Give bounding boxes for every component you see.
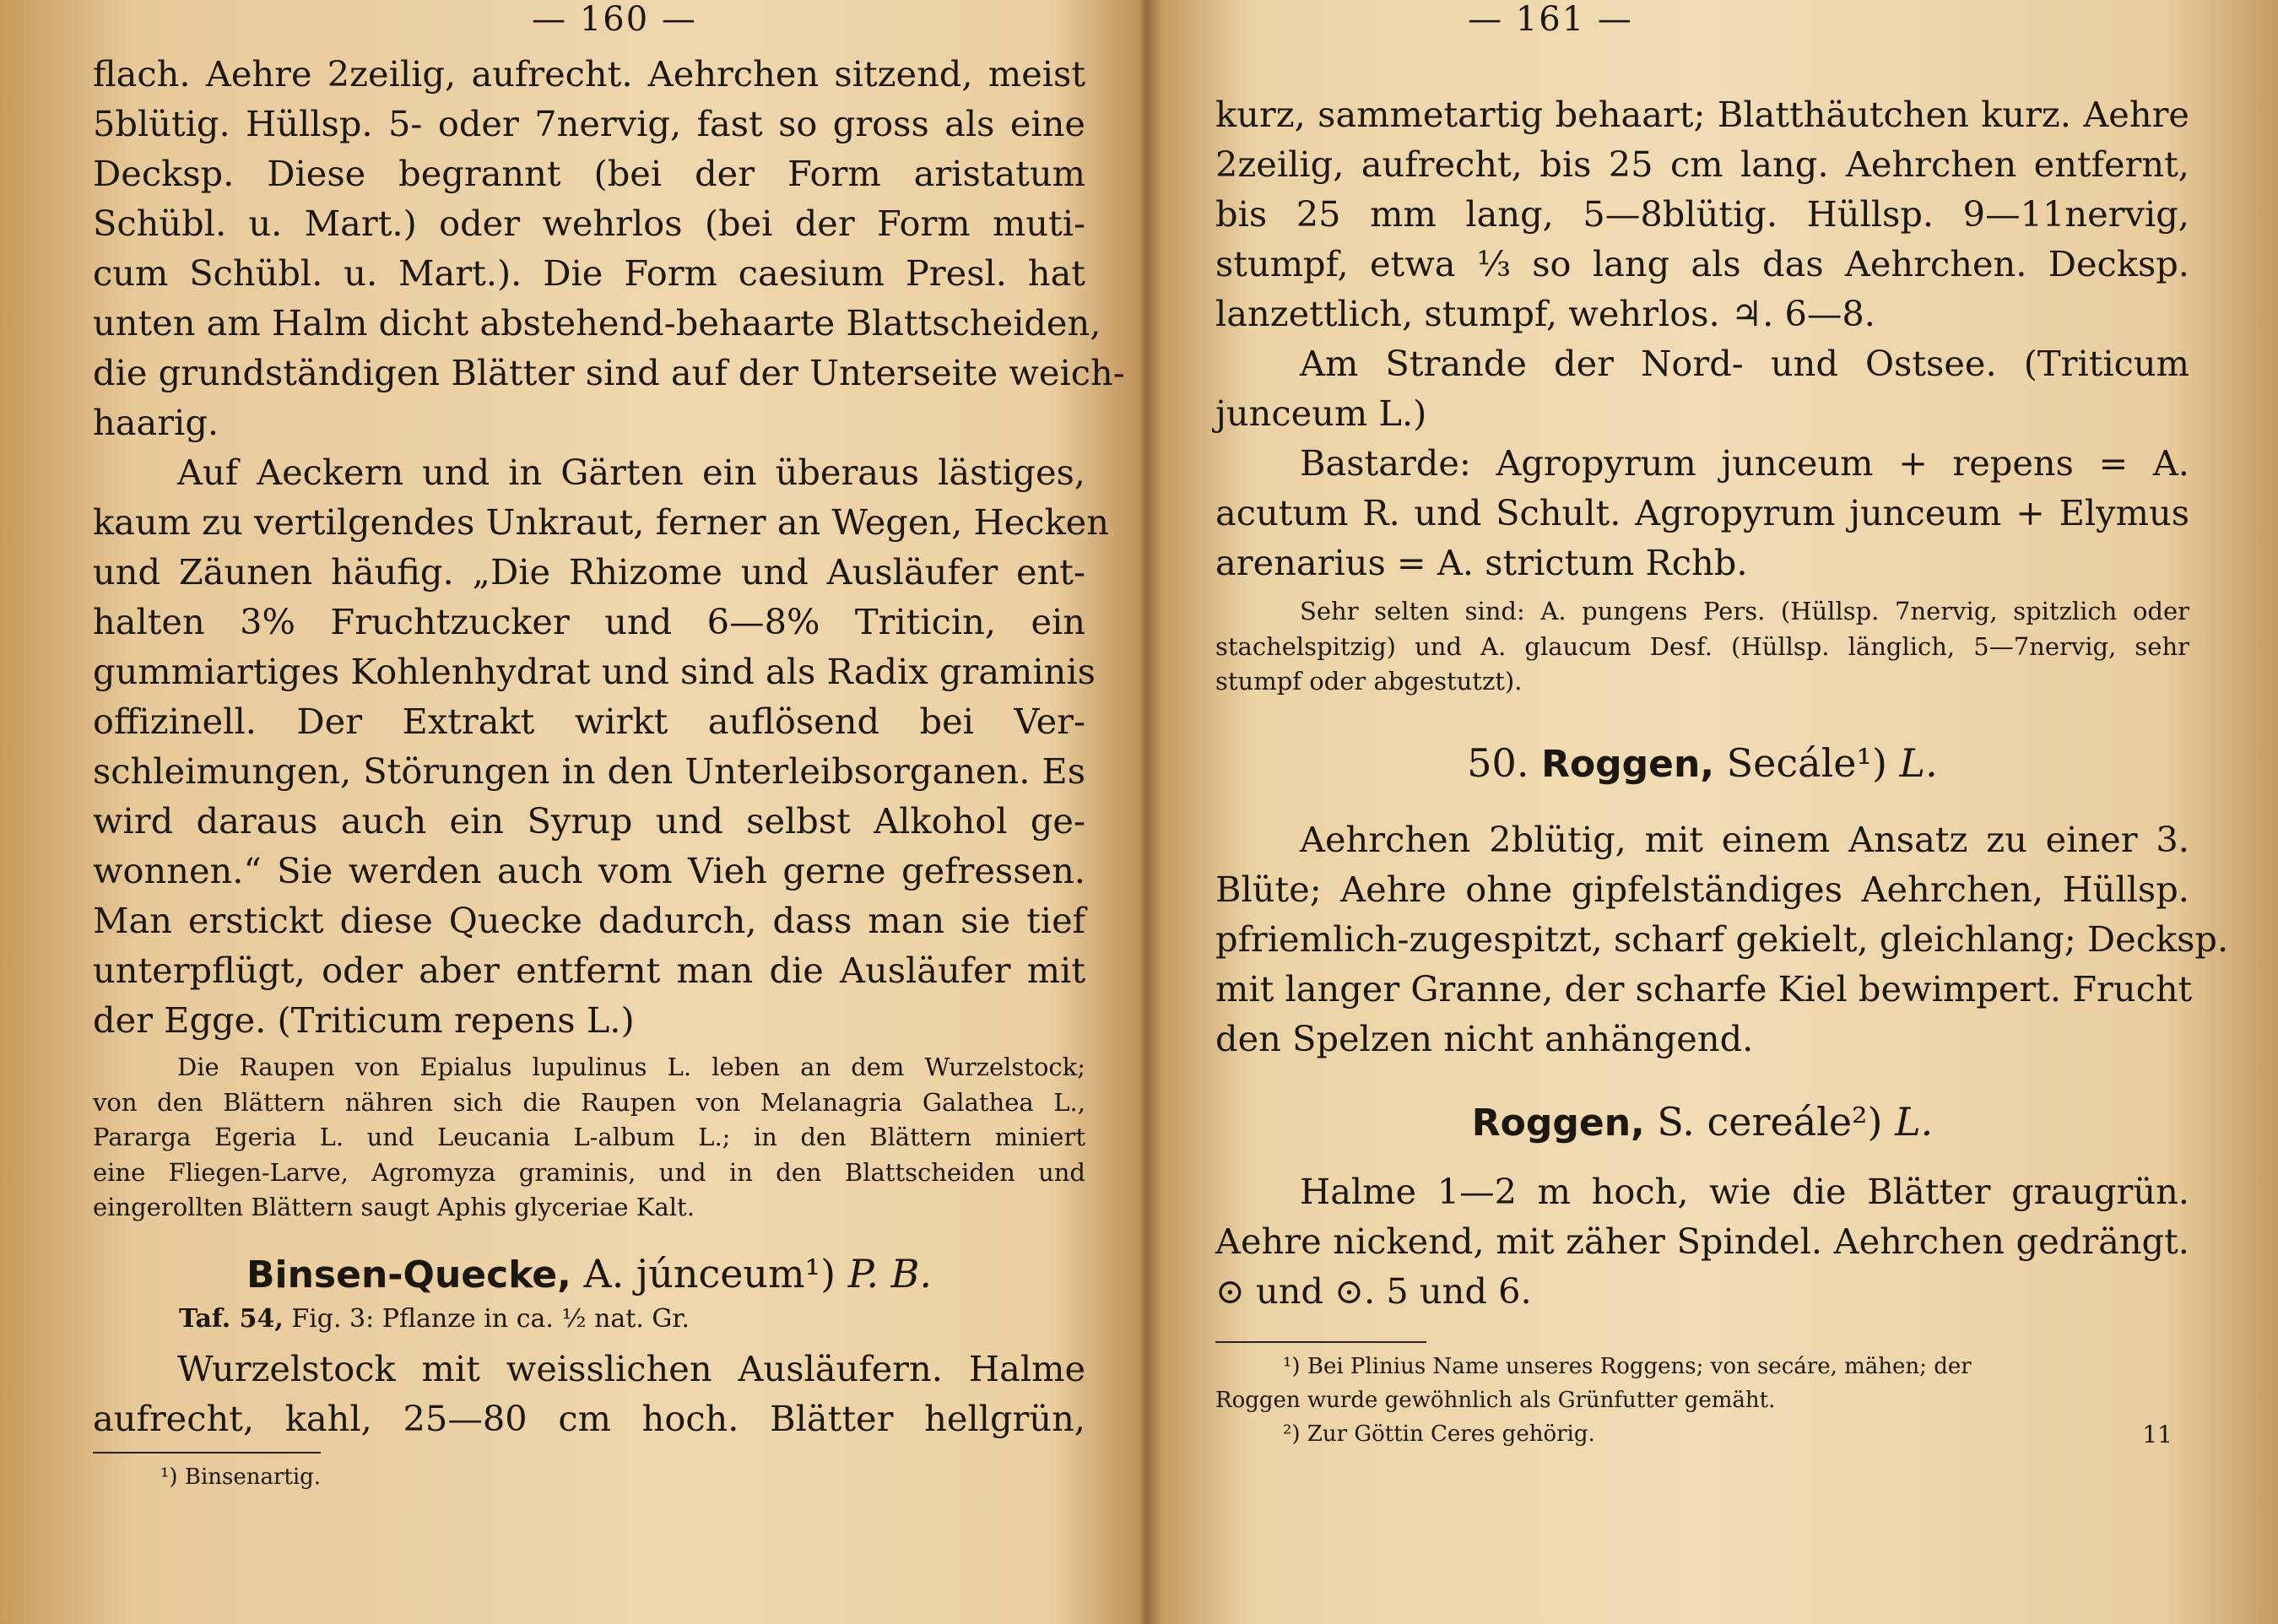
paragraph-quecke-description — [93, 49, 1125, 447]
footnote-rule — [93, 1452, 321, 1453]
text-line: haarig. — [93, 402, 219, 443]
text-line: aufrecht, kahl, 25—80 cm hoch. Blätter hellgrün, — [93, 1397, 1085, 1439]
heading-common-name: Binsen-Quecke, — [246, 1253, 571, 1296]
small-print-note — [93, 1050, 1085, 1226]
text-line: gummiartiges Kohlenhydrat und sind als Radix graminis — [93, 651, 1096, 692]
text-line: unterpflügt, oder aber entfernt man die Ausläufer mit — [93, 950, 1085, 991]
species-heading-roggen — [1215, 1096, 2189, 1150]
plate-detail: Fig. 3: Pflanze in ca. ½ nat. Gr. — [291, 1303, 690, 1334]
heading-author: L. — [1895, 1098, 1934, 1145]
text-line: mit langer Granne, der scharfe Kiel bewimpert. Frucht — [1215, 967, 2193, 1010]
text-line: und Zäunen häufig. „Die Rhizome und Ausläufer ent- — [93, 551, 1085, 593]
heading-species: A. júnceum¹) — [583, 1250, 836, 1296]
heading-author: P. B. — [847, 1250, 933, 1296]
text-line: der Egge. (Triticum repens L.) — [93, 999, 635, 1041]
text-line: Bastarde: Agropyrum junceum + repens = A. — [1300, 442, 2189, 484]
text-line: 5blütig. Hüllsp. 5- oder 7nervig, fast so gross als eine — [93, 103, 1085, 144]
text-line: halten 3% Fruchtzucker und 6—8% Triticin, ein — [93, 601, 1085, 642]
text-line: Am Strande der Nord- und Ostsee. (Triticum — [1300, 343, 2189, 384]
text-line: junceum L.) — [1215, 392, 1427, 434]
text-line: 2zeilig, aufrecht, bis 25 cm lang. Aehrchen entfernt, — [1215, 143, 2189, 185]
text-line: flach. Aehre 2zeilig, aufrecht. Aehrchen sitzend, meist — [93, 53, 1085, 95]
paragraph-roggen-description — [1215, 1167, 2189, 1316]
footnote: ¹) Binsenartig. — [160, 1464, 322, 1490]
small-text-line: eingerollten Blättern saugt Aphis glyceriae Kalt. — [93, 1193, 695, 1221]
left-page — [0, 0, 1131, 1624]
text-line: acutum R. und Schult. Agropyrum junceum + Elymus — [1215, 492, 2189, 533]
page-number-right: — 161 — — [1468, 0, 1633, 39]
footnote: Roggen wurde gewöhnlich als Grünfutter gemäht. — [1215, 1387, 1776, 1413]
small-text-line: Die Raupen von Epialus lupulinus L. leben an dem Wurzelstock; — [177, 1053, 1085, 1081]
page-number-left: — 160 — — [532, 0, 697, 39]
footnote: ²) Zur Göttin Ceres gehörig. — [1283, 1421, 1595, 1447]
heading-author: L. — [1899, 739, 1938, 786]
heading-common-name: Roggen, — [1471, 1101, 1645, 1145]
text-line: wird daraus auch ein Syrup und selbst Alkohol ge- — [93, 800, 1085, 842]
text-line: cum Schübl. u. Mart.). Die Form caesium Presl. hat — [93, 252, 1085, 294]
text-line: die grundständigen Blätter sind auf der Unterseite weich- — [93, 352, 1125, 393]
text-line: Blüte; Aehre ohne gipfelständiges Aehrchen, Hüllsp. — [1215, 868, 2189, 910]
text-line: Aehre nickend, mit zäher Spindel. Aehrchen gedrängt. — [1215, 1220, 2189, 1262]
text-line: schleimungen, Störungen in den Unterleibsorganen. Es — [93, 750, 1085, 792]
paragraph-binsen-continued — [1215, 89, 2189, 338]
small-text-line: von den Blättern nähren sich die Raupen von Melanagria Galathea L., — [93, 1087, 1085, 1117]
text-line: lanzettlich, stumpf, wehrlos. ♃. 6—8. — [1215, 293, 1875, 334]
text-line: ⊙ und ⊙. 5 und 6. — [1215, 1269, 1532, 1312]
text-line: Halme 1—2 m hoch, wie die Blätter graugrün. — [1300, 1170, 2189, 1212]
text-line: wonnen.“ Sie werden auch vom Vieh gerne gefressen. — [93, 850, 1085, 891]
paragraph-binsen-habitat — [1215, 338, 2189, 438]
paragraph-binsen-description — [93, 1344, 1085, 1443]
text-line: kurz, sammetartig behaart; Blatthäutchen kurz. Aehre — [1215, 94, 2189, 135]
small-print-note — [1215, 594, 2189, 700]
plate-label: Taf. 54, — [179, 1303, 284, 1334]
text-line: bis 25 mm lang, 5—8blütig. Hüllsp. 9—11nervig, — [1215, 193, 2189, 235]
small-text-line: stachelspitzig) und A. glaucum Desf. (Hüllsp. länglich, 5—7nervig, sehr — [1215, 631, 2189, 661]
text-line: Man erstickt diese Quecke dadurch, dass man sie tief — [93, 900, 1085, 941]
paragraph-bastarde — [1215, 438, 2189, 587]
text-line: kaum zu vertilgendes Unkraut, ferner an Wegen, Hecken — [93, 501, 1109, 543]
paragraph-genus-description — [1215, 815, 2229, 1064]
footnote-rule — [1215, 1341, 1426, 1343]
section-number: 50. — [1467, 739, 1529, 786]
footnote: ¹) Bei Plinius Name unseres Roggens; von secáre, mähen; der — [1283, 1353, 1972, 1379]
heading-genus: Secále¹) — [1726, 739, 1887, 786]
section-heading-roggen — [1215, 737, 2189, 791]
heading-species: S. cereále²) — [1657, 1098, 1883, 1145]
text-line: offizinell. Der Extrakt wirkt auflösend bei Ver- — [93, 701, 1085, 742]
paragraph-quecke-habitat — [93, 447, 1109, 1045]
text-line: arenarius = A. strictum Rchb. — [1215, 542, 1748, 583]
text-line: Auf Aeckern und in Gärten ein überaus lästiges, — [177, 452, 1085, 493]
heading-common-name: Roggen, — [1541, 742, 1715, 786]
species-heading-binsen-quecke — [93, 1248, 1085, 1302]
text-line: den Spelzen nicht anhängend. — [1215, 1017, 1754, 1059]
signature-mark: 11 — [2142, 1420, 2172, 1448]
text-line: pfriemlich-zugespitzt, scharf gekielt, gleichlang; Decksp. — [1215, 918, 2229, 960]
text-line: Wurzelstock mit weisslichen Ausläufern. Halme — [177, 1347, 1085, 1389]
text-line: Aehrchen 2blütig, mit einem Ansatz zu einer 3. — [1300, 818, 2189, 860]
text-line: Schübl. u. Mart.) oder wehrlos (bei der Form muti- — [93, 203, 1085, 244]
small-text-line: stumpf oder abgestutzt). — [1215, 667, 1523, 696]
text-line: unten am Halm dicht abstehend-behaarte Blattscheiden, — [93, 302, 1101, 344]
right-page — [1155, 0, 2278, 1624]
text-line: stumpf, etwa ⅓ so lang als das Aehrchen. Decksp. — [1215, 243, 2189, 284]
small-text-line: eine Fliegen-Larve, Agromyza graminis, und in den Blattscheiden und — [93, 1157, 1085, 1187]
small-text-line: Pararga Egeria L. und Leucania L-album L.; in den Blättern miniert — [93, 1123, 1085, 1151]
small-text-line: Sehr selten sind: A. pungens Pers. (Hüllsp. 7nervig, spitzlich oder — [1300, 597, 2189, 625]
text-line: Decksp. Diese begrannt (bei der Form aristatum — [93, 153, 1085, 194]
plate-reference — [93, 1302, 1085, 1337]
